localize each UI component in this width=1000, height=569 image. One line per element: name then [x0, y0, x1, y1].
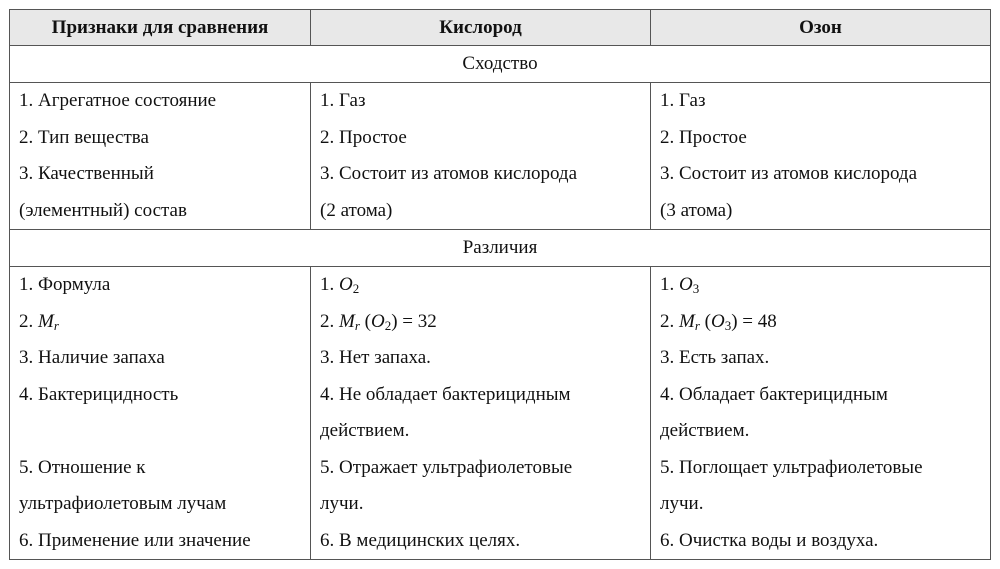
- sim-feature-3-cont: (элементный) состав: [19, 199, 187, 221]
- section-differences-row: [10, 230, 991, 267]
- comparison-table: [9, 9, 991, 560]
- diff-feature-4-blank: [19, 413, 301, 450]
- diff-feature-4: 4. Бактерицидность: [19, 383, 179, 405]
- sim-ozone-3-cont: (3 атома): [660, 199, 733, 221]
- similarity-oxygen-cell: [311, 83, 651, 230]
- header-oxygen: Кислород: [311, 10, 651, 46]
- diff-ozone-formula: 1. $O_3$: [660, 274, 700, 296]
- diff-oxygen-use: 6. В медицинских целях.: [320, 529, 521, 551]
- sim-oxygen-3-cont: (2 атома): [320, 199, 393, 221]
- diff-oxygen-smell: 3. Нет запаха.: [320, 347, 431, 368]
- header-row: [10, 10, 991, 46]
- diff-ozone-uv: 5. Поглощает ультрафиолетовые: [660, 456, 923, 478]
- diff-oxygen-bactericidal-cont: действием.: [320, 420, 410, 441]
- header-ozone: Озон: [651, 10, 991, 46]
- sim-feature-3: 3. Качественный: [19, 163, 154, 184]
- diff-ozone-uv-cont: лучи.: [660, 493, 704, 514]
- diff-oxygen-formula: 1. $O_2$: [320, 274, 360, 296]
- similarity-features-cell: [10, 83, 311, 230]
- section-similarity: Сходство: [10, 46, 991, 83]
- section-differences: Различия: [10, 230, 991, 267]
- differences-features-cell: [10, 267, 311, 560]
- diff-ozone-bactericidal: 4. Обладает бактерицидным: [660, 383, 888, 405]
- diff-ozone-bactericidal-cont: действием.: [660, 420, 750, 441]
- diff-feature-5-cont: ультрафиолетовым лучам: [19, 493, 227, 514]
- diff-feature-6: 6. Применение или значение: [19, 529, 251, 551]
- similarity-ozone-cell: [651, 83, 991, 230]
- sim-feature-2: 2. Тип вещества: [19, 126, 149, 148]
- sim-feature-1: 1. Агрегатное состояние: [19, 90, 217, 111]
- diff-ozone-use: 6. Очистка воды и воздуха.: [660, 529, 879, 551]
- sim-ozone-1: 1. Газ: [660, 90, 706, 111]
- sim-oxygen-2: 2. Простое: [320, 126, 407, 148]
- diff-feature-5: 5. Отношение к: [19, 456, 146, 478]
- diff-feature-2: 2. $M_r$: [19, 310, 59, 333]
- section-similarity-row: [10, 46, 991, 83]
- header-features: Признаки для сравнения: [10, 10, 311, 46]
- differences-row: [10, 267, 991, 560]
- sim-oxygen-3: 3. Состоит из атомов кислорода: [320, 163, 578, 184]
- diff-oxygen-uv-cont: лучи.: [320, 493, 364, 514]
- diff-oxygen-mr: 2. $M_r$ $(O_2) = 32$: [320, 310, 437, 333]
- diff-oxygen-uv: 5. Отражает ультрафиолетовые: [320, 456, 573, 478]
- diff-feature-1: 1. Формула: [19, 274, 111, 295]
- diff-feature-3: 3. Наличие запаха: [19, 347, 165, 368]
- differences-ozone-cell: [651, 267, 991, 560]
- differences-oxygen-cell: [311, 267, 651, 560]
- diff-oxygen-bactericidal: 4. Не обладает бактерицидным: [320, 383, 571, 405]
- sim-ozone-3: 3. Состоит из атомов кислорода: [660, 163, 918, 184]
- diff-ozone-mr: 2. $M_r$ $(O_3) = 48$: [660, 310, 777, 333]
- diff-ozone-smell: 3. Есть запах.: [660, 347, 770, 368]
- sim-ozone-2: 2. Простое: [660, 126, 747, 148]
- similarity-row: [10, 83, 991, 230]
- sim-oxygen-1: 1. Газ: [320, 90, 366, 111]
